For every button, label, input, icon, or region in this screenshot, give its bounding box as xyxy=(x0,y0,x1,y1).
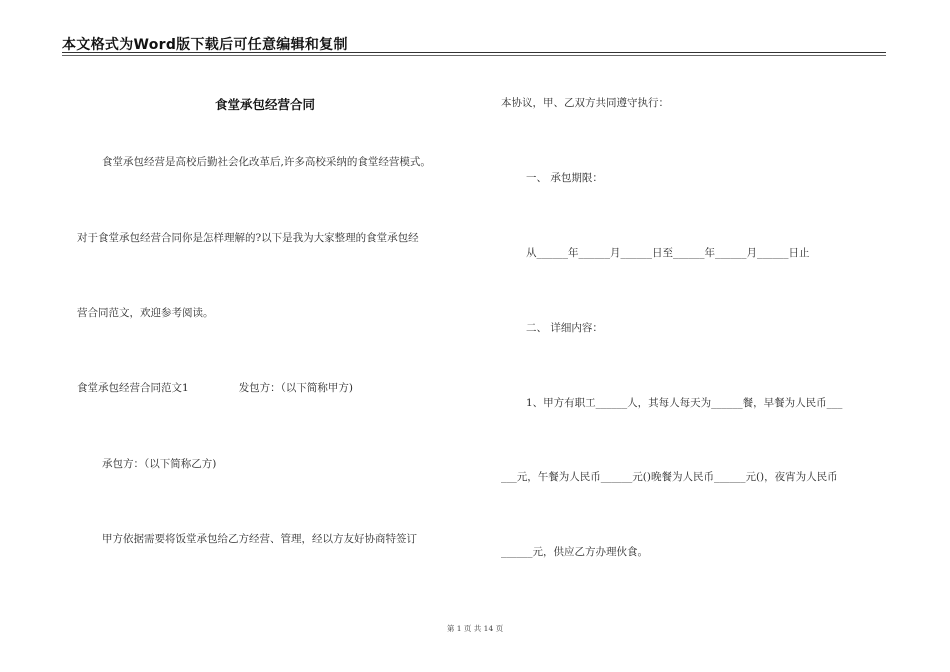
paragraph-line: ______元，供应乙方办理伙食。 xyxy=(501,546,648,558)
paragraph-line: 从______年______月______日至______年______月______日止 xyxy=(526,247,810,259)
section-heading: 一、 承包期限： xyxy=(526,172,603,184)
paragraph-line xyxy=(77,380,353,395)
party-b-label: 承包方：（以下简称乙方) xyxy=(102,458,217,470)
download-banner: 本文格式为Word版下载后可任意编辑和复制 xyxy=(62,37,348,53)
sample-heading: 食堂承包经营合同范文1 xyxy=(77,382,189,394)
paragraph-line: 对于食堂承包经营合同你是怎样理解的?以下是我为大家整理的食堂承包经 xyxy=(77,232,419,244)
paragraph-line: 食堂承包经营是高校后勤社会化改革后,许多高校采纳的食堂经营模式。 xyxy=(102,156,431,168)
document-title: 食堂承包经营合同 xyxy=(214,97,315,112)
paragraph-line: 甲方依据需要将饭堂承包给乙方经营、管理，经以方友好协商特签订 xyxy=(102,533,417,545)
paragraph-line: 1、甲方有职工______人，其每人每天为______餐，早餐为人民币___ xyxy=(526,397,843,409)
header-rule xyxy=(62,52,886,53)
page-indicator: 第 1 页 共 14 页 xyxy=(446,624,504,633)
paragraph-line: 本协议，甲、乙双方共同遵守执行： xyxy=(501,97,669,109)
paragraph-line: 营合同范文，欢迎参考阅读。 xyxy=(77,307,214,319)
header-rule-thin xyxy=(62,55,886,56)
paragraph-line: ___元，午餐为人民币______元()晚餐为人民币______元()，夜宵为人民币 xyxy=(501,471,838,483)
party-a-label: 发包方：（以下简称甲方) xyxy=(238,382,354,394)
section-heading: 二、 详细内容： xyxy=(526,322,603,334)
